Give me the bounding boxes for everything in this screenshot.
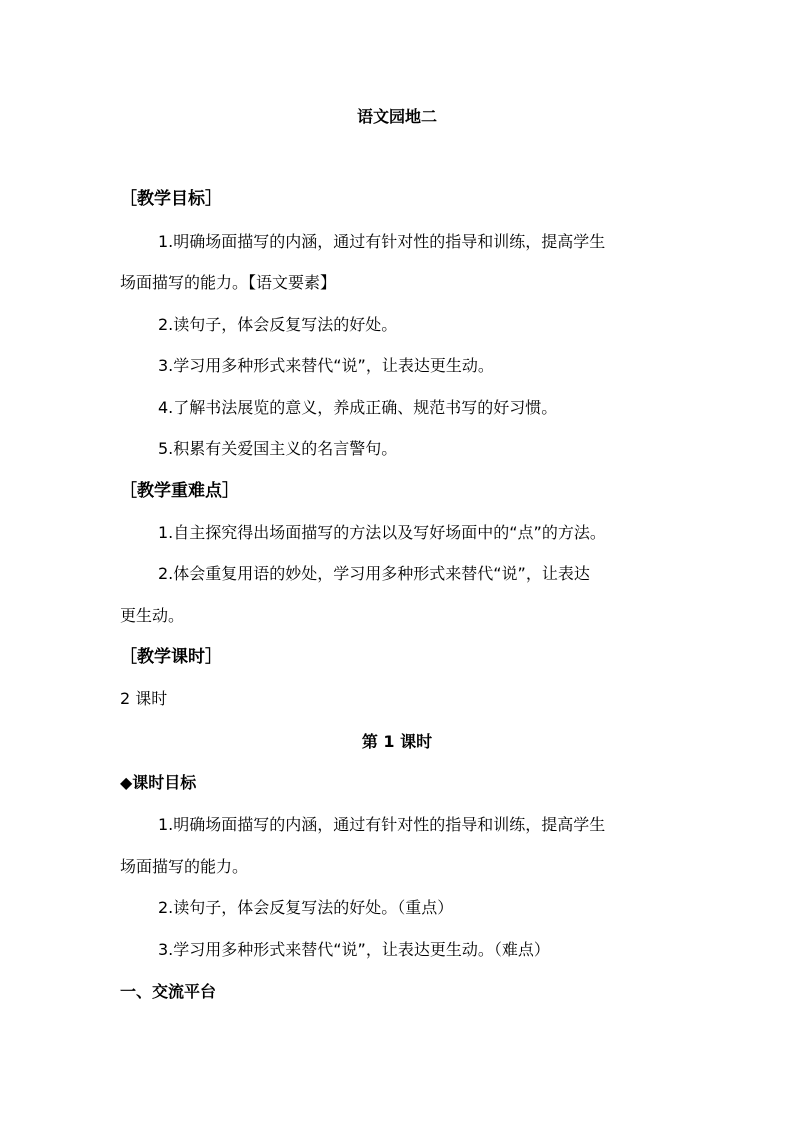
key-difficulty-2: 2.体会重复用语的妙处，学习用多种形式来替代“说”，让表达	[158, 564, 590, 583]
class-hours-value: 2 课时	[120, 689, 168, 708]
class-hours-heading: ［教学课时］	[120, 647, 222, 667]
lesson1-goal-1-cont: 场面描写的能力。	[120, 857, 249, 876]
teaching-goals-heading: ［教学目标］	[120, 189, 222, 209]
key-difficulty-2-cont: 更生动。	[120, 606, 185, 625]
teaching-goal-4: 4.了解书法展览的意义，养成正确、规范书写的好习惯。	[158, 398, 558, 417]
teaching-goal-5: 5.积累有关爱国主义的名言警句。	[158, 439, 398, 458]
lesson1-goal-2: 2.读句子，体会反复写法的好处。（重点）	[158, 898, 454, 917]
section-exchange-platform: 一、交流平台	[120, 982, 217, 1001]
teaching-goal-1: 1.明确场面描写的内涵，通过有针对性的指导和训练，提高学生	[158, 232, 606, 251]
teaching-goal-2: 2.读句子，体会反复写法的好处。	[158, 315, 398, 334]
key-difficulties-heading: ［教学重难点］	[120, 481, 239, 501]
teaching-goal-1-cont: 场面描写的能力。【语文要素】	[120, 273, 337, 292]
teaching-goal-3: 3.学习用多种形式来替代“说”，让表达更生动。	[158, 356, 494, 375]
document-title: 语文园地二	[356, 107, 437, 126]
lesson1-goal-3: 3.学习用多种形式来替代“说”，让表达更生动。（难点）	[158, 940, 550, 959]
lesson1-title: 第 1 课时	[361, 732, 433, 751]
key-difficulty-1: 1.自主探究得出场面描写的方法以及写好场面中的“点”的方法。	[158, 523, 606, 542]
lesson1-goal-1: 1.明确场面描写的内涵，通过有针对性的指导和训练，提高学生	[158, 815, 606, 834]
lesson1-goals-heading: ◆课时目标	[120, 773, 197, 792]
